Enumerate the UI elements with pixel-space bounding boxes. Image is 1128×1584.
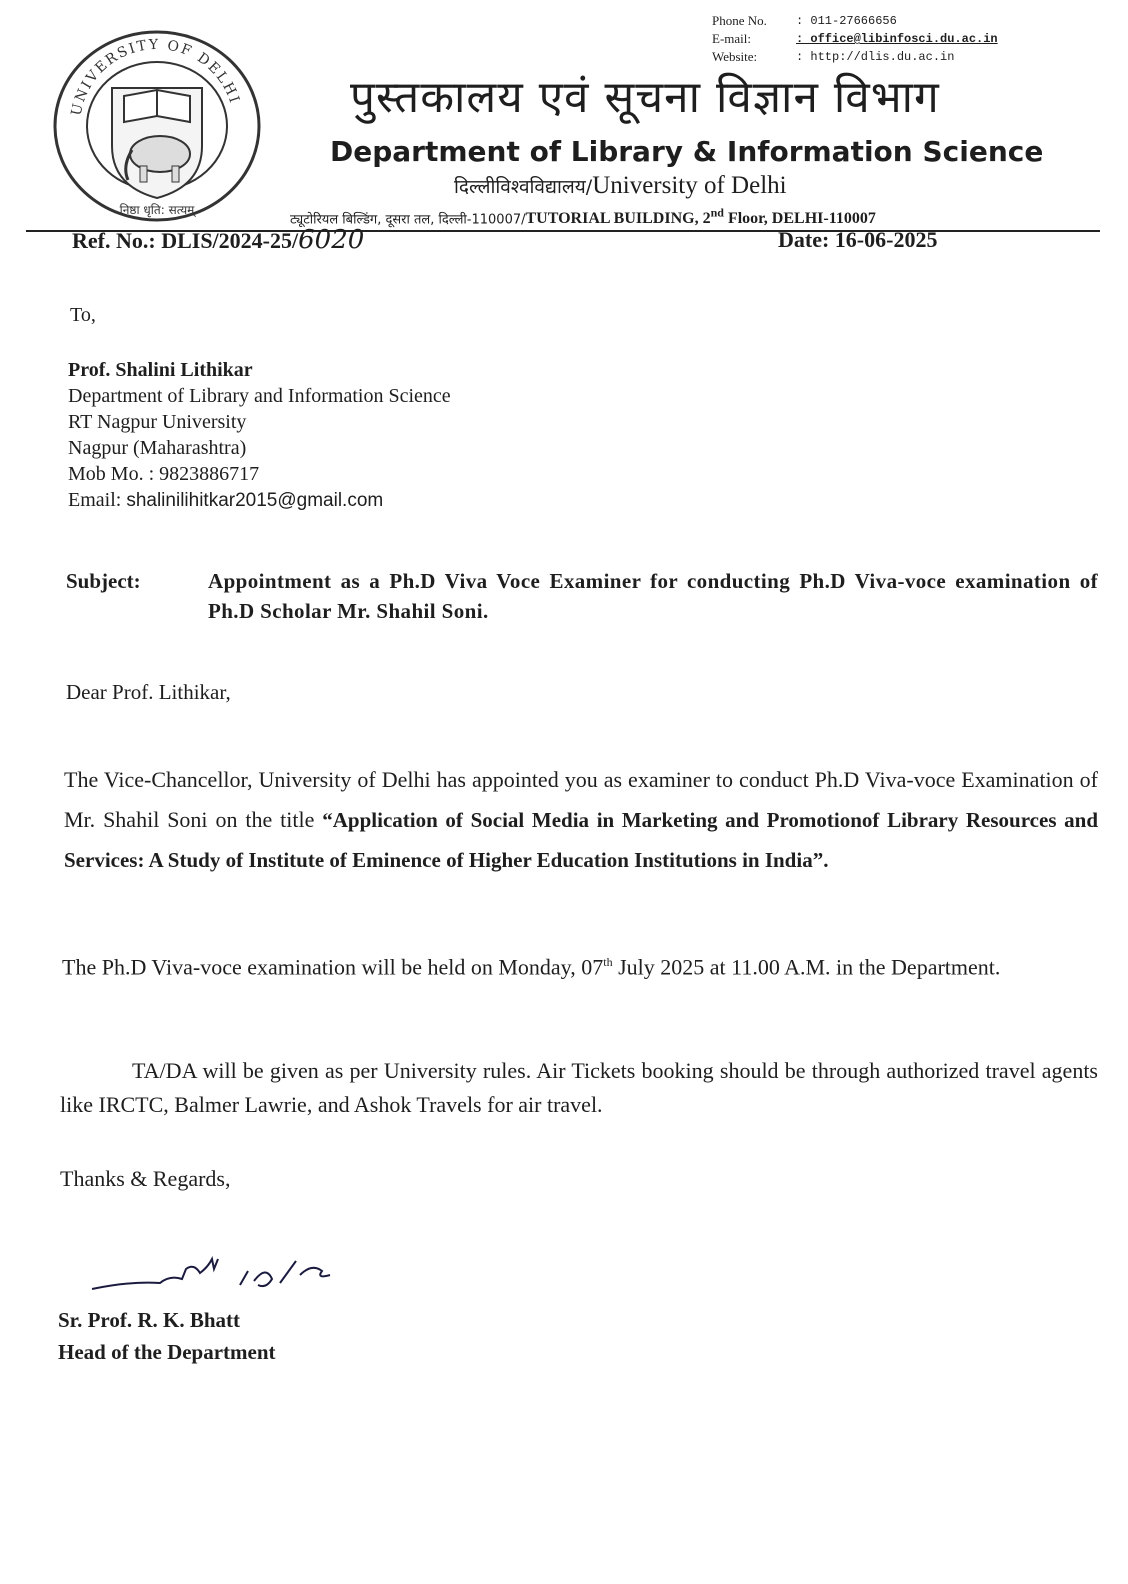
website-row	[712, 48, 998, 66]
signer-title: Head of the Department	[58, 1340, 276, 1364]
recipient-email-line	[68, 487, 451, 514]
subject-text: Appointment as a Ph.D Viva Voce Examiner for conducting Ph.D Viva-voce examination of Ph.D Scholar Mr. Shahil Soni.	[208, 569, 1098, 623]
university-seal-logo	[50, 26, 264, 226]
para2-superscript: th	[603, 955, 613, 969]
address-english-part2: Floor, DELHI-110007	[723, 210, 876, 228]
signer-name: Sr. Prof. R. K. Bhatt	[58, 1308, 241, 1332]
recipient-city: Nagpur (Maharashtra)	[68, 437, 247, 459]
thesis-title: “Application of Social Media in Marketing and Promotionof Library Resources and Services: A Study of Institute of Eminence of Higher Education Institutions in India”.	[64, 808, 1098, 872]
department-name-hindi: पुस्तकालय एवं सूचना विज्ञान विभाग	[350, 72, 940, 123]
contact-info	[712, 12, 998, 66]
salutation: Dear Prof. Lithikar,	[66, 680, 231, 704]
closing: Thanks & Regards,	[60, 1166, 231, 1191]
website-label: Website:	[712, 49, 758, 64]
signatory	[58, 1304, 276, 1368]
seal-motto: निष्ठा धृति: सत्यम्	[119, 203, 195, 217]
letter-date: Date: 16-06-2025	[778, 227, 938, 252]
university-name-hindi: दिल्लीविश्वविद्यालय/	[454, 176, 593, 198]
email-link[interactable]: : office@libinfosci.du.ac.in	[796, 32, 998, 46]
ref-number: DLIS/2024-25/	[161, 228, 299, 253]
recipient-department: Department of Library and Information Science	[68, 385, 451, 407]
recipient-email[interactable]: shalinilihitkar2015@gmail.com	[126, 490, 384, 511]
address-hindi: ट्यूटोरियल बिल्डिंग, दूसरा तल, दिल्ली-110007/	[290, 212, 526, 228]
para2-text-end: July 2025 at 11.00 A.M. in the Department.	[612, 954, 1001, 980]
to-line: To,	[70, 304, 96, 326]
recipient-mobile: Mob Mo. : 9823886717	[68, 463, 260, 485]
email-label: E-mail:	[712, 31, 751, 46]
recipient-name: Prof. Shalini Lithikar	[68, 359, 253, 381]
phone-value: : 011-27666656	[796, 14, 897, 28]
address-english	[525, 206, 876, 228]
phone-label: Phone No.	[712, 13, 767, 28]
phone-row	[712, 12, 998, 30]
para1-text: The Vice-Chancellor, University of Delhi has appointed you as examiner to conduct Ph.D Viva-voce Examination of Mr. Shahil Soni on the title	[64, 767, 1098, 832]
recipient-email-label: Email:	[68, 489, 127, 511]
reference-number	[72, 227, 364, 254]
recipient-address	[68, 357, 451, 514]
recipient-university: RT Nagpur University	[68, 411, 247, 433]
university-name-english: University of Delhi	[592, 172, 787, 199]
website-link[interactable]: : http://dlis.du.ac.in	[796, 50, 955, 64]
body-paragraph-2	[62, 945, 1098, 984]
ref-label: Ref. No.:	[72, 228, 156, 253]
body-paragraph-1	[64, 760, 1098, 880]
body-paragraph-3: TA/DA will be given as per University rules. Air Tickets booking should be through authorized travel agents like IRCTC, Balmer Lawrie, and Ashok Travels for air travel.	[60, 1058, 1098, 1117]
ref-handwritten-number: 6020	[298, 225, 365, 255]
department-name-english: Department of Library & Information Science	[330, 135, 1044, 168]
address-english-part1: TUTORIAL BUILDING, 2	[525, 210, 711, 228]
address-superscript: nd	[710, 206, 724, 220]
para2-text-start: The Ph.D Viva-voce examination will be held on Monday, 07	[62, 954, 604, 980]
svg-text:UNIVERSITY OF DELHI: UNIVERSITY OF DELHI	[68, 36, 243, 118]
university-name	[454, 170, 787, 203]
subject-label: Subject:	[66, 569, 141, 593]
email-row	[712, 30, 998, 48]
